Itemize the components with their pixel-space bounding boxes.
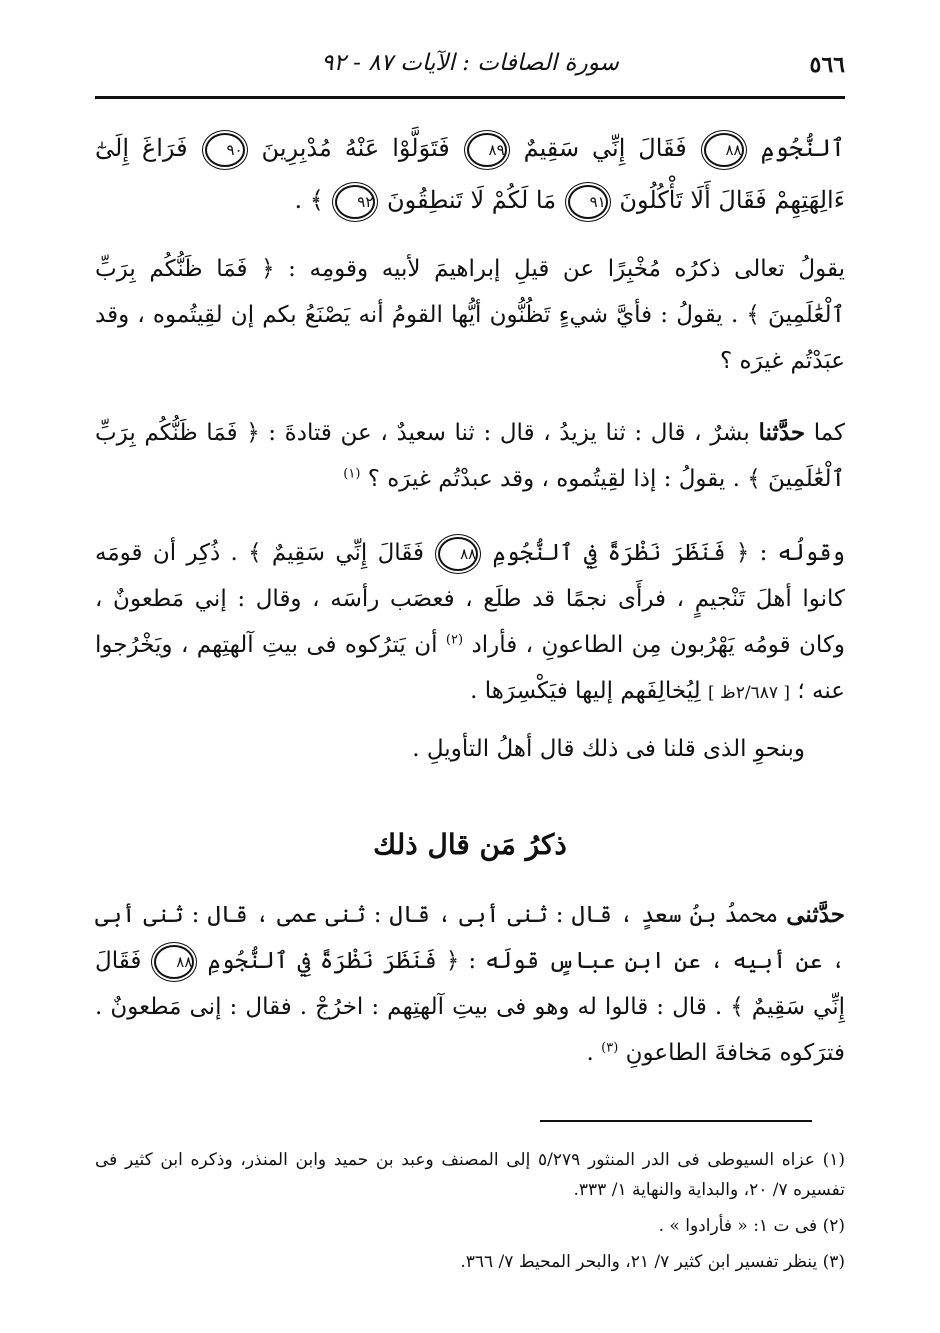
header-rule	[95, 96, 845, 99]
page-number: ٥٦٦	[809, 52, 845, 78]
verse-number-medallion: ٨٩	[467, 133, 507, 167]
isnad-keyword: حدَّثنا	[758, 419, 806, 446]
footnote-1: (١) عزاه السيوطى فى الدر المنثور ٥/٢٧٩ إلى المصنف وعبد بن حميد وابن المنذر، وذكره ابن كثير فى تفسيره ٧/ ٢٠، والبداية والنهاية ١/ ٣٣٣.	[95, 1150, 846, 1200]
footnote-rule	[540, 1120, 812, 1122]
footnotes	[95, 1145, 845, 1283]
verse-number-medallion: ٨٨	[704, 133, 744, 167]
verse-number-medallion: ٨٨	[154, 945, 194, 979]
commentary-paragraph-4	[95, 726, 845, 772]
paragraph-text: وقولُه : ﴿ فَنَظَرَ نَظْرَةً فِي ٱلنُّجُومِ	[492, 540, 846, 566]
isnad-keyword: حدَّثنى	[786, 901, 846, 928]
verse-number-medallion: ٨٨	[438, 537, 478, 571]
paragraph-text: يقولُ تعالى ذكرُه مُخْبِرًا عن قيلِ إبراهيمَ لأبيه وقومِه : ﴿ فَمَا ظَنُّكُم بِرَبِّ ٱلْعَٰلَمِينَ ﴾ . يقولُ : فأيَّ شيءٍ تَظُنُّون أيُّها القومُ أنه يَصْنَعُ بكم إن لقِيتُموه ، وقد عبَدْتُم غيرَه ؟	[95, 256, 845, 374]
page-header	[95, 40, 845, 90]
verse-number-medallion: ٩٠	[205, 133, 245, 167]
verse-text: فَتَوَلَّوْا عَنْهُ مُدْبِرِينَ	[261, 134, 450, 162]
commentary-paragraph-1	[95, 246, 845, 384]
paragraph-text: فَقَالَ إِنِّي سَقِيمٌ ﴾ . قال : قالوا له وهو فى بيتِ آلهتِهم : اخرُجْ . فقال : إنى مَطعونٌ . فترَكوه مَخافةَ الطاعونِ	[95, 948, 845, 1066]
paragraph-text: .	[586, 1040, 594, 1066]
verse-close: ﴾ .	[294, 186, 324, 214]
running-title: سورة الصافات : الآيات ٨٧ - ٩٢	[321, 50, 619, 76]
verse-text: مَا لَكُمْ لَا تَنطِقُونَ	[387, 186, 557, 214]
manuscript-marker: [ ٢/٦٨٧ظ ]	[707, 683, 791, 703]
verse-number-medallion: ٩١	[568, 185, 608, 219]
commentary-paragraph-2	[95, 410, 845, 502]
verse-block	[95, 122, 845, 226]
section-heading: ذكرُ مَن قال ذلك	[373, 828, 567, 861]
paragraph-text: محمدُ بنُ سعدٍ ، قال : ثنى أبى ، قال : ثنى عمى ، قال : ثنى أبى ، عن أبيه ، عن ابنِ عباسٍ قولَه : ﴿ فَنَظَرَ نَظْرَةً فِي ٱلنُّجُومِ	[95, 902, 846, 974]
footnote-ref: (١)	[343, 466, 361, 482]
footnote-3: (٣) ينظر تفسير ابن كثير ٧/ ٢١، والبحر المحيط ٧/ ٣٦٦.	[460, 1252, 845, 1272]
verse-number-medallion: ٩٢	[335, 185, 375, 219]
paragraph-text: فَقَالَ إِنِّي سَقِيمٌ ﴾ . ذُكِر أن قومَه كانوا أهلَ تَنْجيمٍ ، فرأَى نجمًا قد طلَع ، فعصَب رأسَه ، وقال : إني مَطعونٌ ، وكان قومُه يَهْرُبون مِن الطاعونِ ، فأراد	[95, 540, 845, 658]
commentary-paragraph-5	[95, 892, 845, 1076]
paragraph-text: أن يَترُكوه فى بيتِ آلهتِهم ، ويَخْرُجوا عنه ؛	[95, 632, 845, 704]
commentary-paragraph-3	[95, 530, 845, 716]
footnote-ref: (٣)	[601, 1040, 619, 1056]
footnote-2: (٢) فى ت ١: « فأرادوا » .	[658, 1216, 845, 1236]
verse-text: فَرَاغَ إِلَىٰٓ ءَالِهَتِهِمْ فَقَالَ أَلَا تَأْكُلُونَ	[95, 134, 845, 214]
verse-text: فَقَالَ إِنِّي سَقِيمٌ	[523, 134, 687, 162]
footnote-ref: (٢)	[445, 632, 464, 648]
verse-text: ٱلنُّجُومِ	[760, 134, 845, 162]
paragraph-text: لِيُخالِفَهم إليها فيَكْسِرَها .	[470, 678, 701, 704]
paragraph-text: كما	[813, 420, 846, 446]
paragraph-text: بشرٌ ، قال : ثنا يزيدُ ، قال : ثنا سعيدٌ ، عن قتادةَ : ﴿ فَمَا ظَنُّكُم بِرَبِّ ٱلْعَٰلَمِينَ ﴾ . يقولُ : إذا لقِيتُموه ، وقد عبدْتُم غيرَه ؟	[95, 420, 845, 492]
paragraph-text: وبنحوِ الذى قلنا فى ذلك قال أهلُ التأويلِ .	[412, 736, 805, 762]
